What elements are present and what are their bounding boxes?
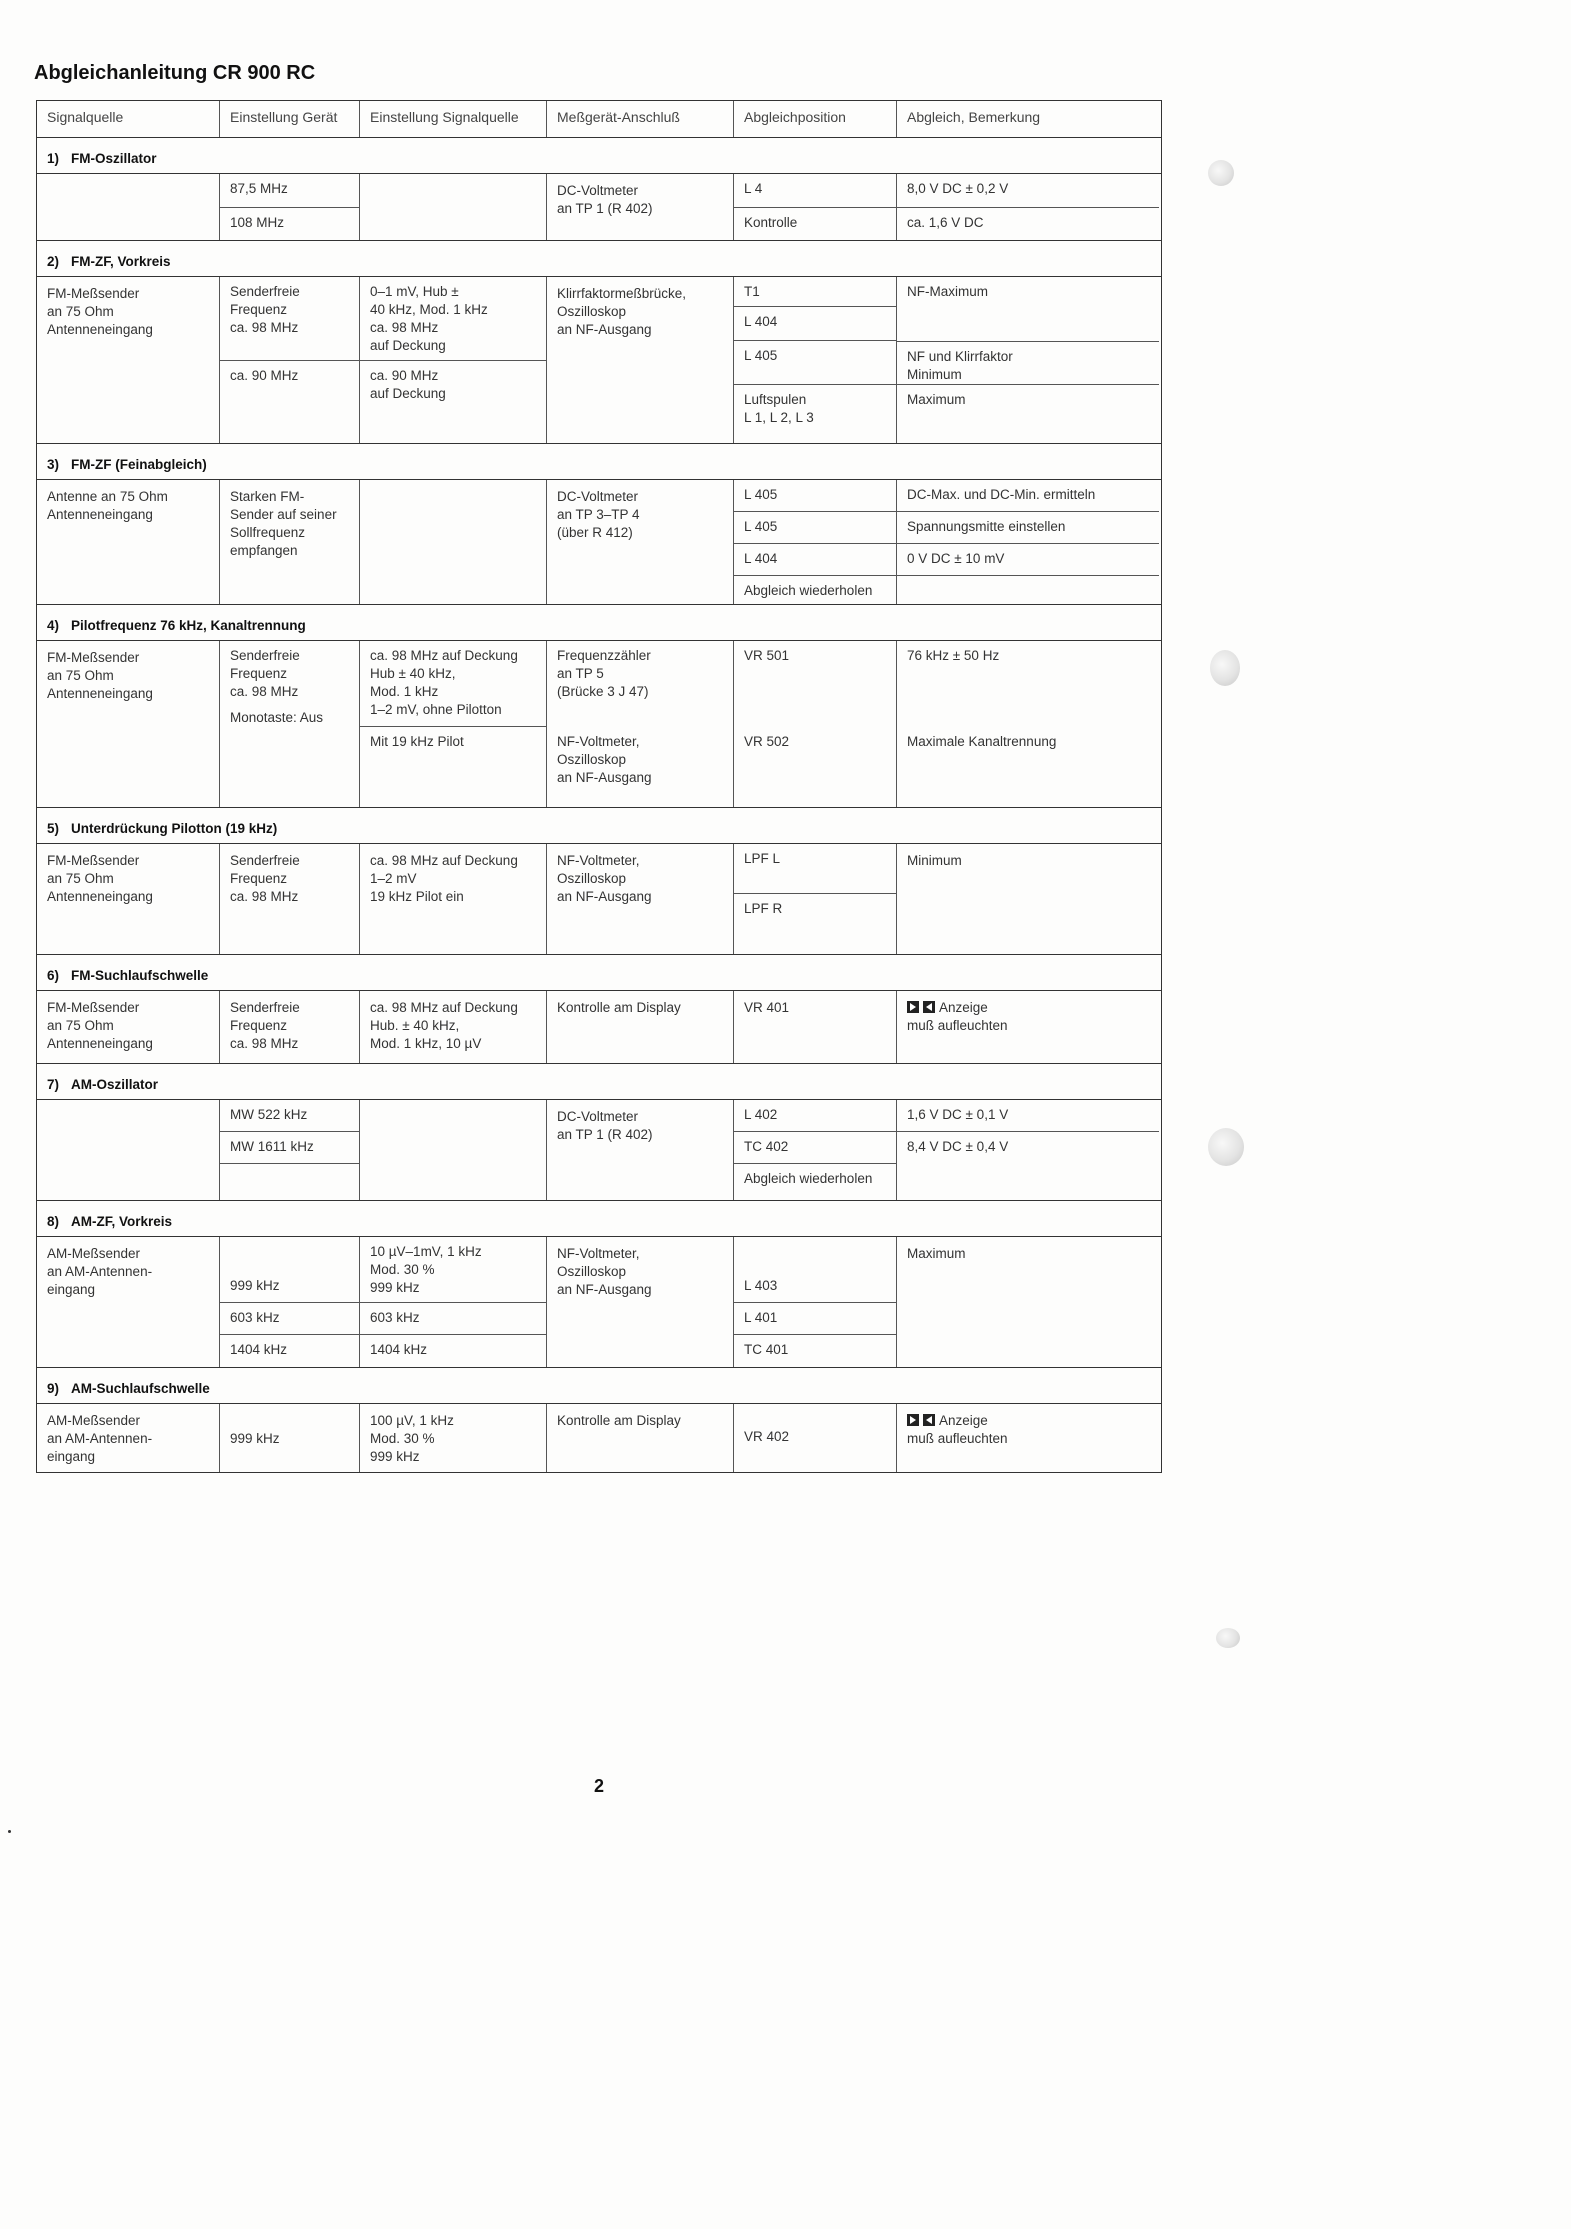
s4-mess-2: NF-Voltmeter, Oszilloskop an NF-Ausgang xyxy=(557,734,652,785)
s4-mess-1: Frequenzzähler an TP 5 (Brücke 3 J 47) xyxy=(557,648,651,699)
s5-bem: Minimum xyxy=(907,853,962,868)
s1-mess: DC-Voltmeter an TP 1 (R 402) xyxy=(547,174,734,240)
section-body-3 xyxy=(37,480,1161,605)
section-body-4 xyxy=(37,641,1161,808)
s3-mess: DC-Voltmeter an TP 3–TP 4 (über R 412) xyxy=(547,480,734,604)
s6-geraet: Senderfreie Frequenz ca. 98 MHz xyxy=(220,991,360,1063)
s4-signal-1: ca. 98 MHz auf Deckung Hub ± 40 kHz, Mod. 1 kHz 1–2 mV, ohne Pilotton xyxy=(360,641,546,727)
s8-pos-3: TC 401 xyxy=(744,1342,789,1357)
s4-geraet-2: Monotaste: Aus xyxy=(230,710,324,725)
section-title-4: 4) Pilotfrequenz 76 kHz, Kanaltrennung xyxy=(37,605,1161,641)
page-number: 2 xyxy=(594,1776,605,1796)
s2-geraet-1: Senderfreie Frequenz ca. 98 MHz xyxy=(220,277,359,361)
s6-bem: Anzeige muß aufleuchten xyxy=(907,1000,1008,1033)
s9-quelle: AM-Meßsender an AM-Antennen- eingang xyxy=(37,1404,220,1472)
s5-pos-1: LPF L xyxy=(734,844,896,894)
section-title-2: 2) FM-ZF, Vorkreis xyxy=(37,241,1161,277)
s1-bem-2: ca. 1,6 V DC xyxy=(907,215,984,230)
s4-quelle: FM-Meßsender an 75 Ohm Antenneneingang xyxy=(37,641,220,807)
punch-hole-mark xyxy=(1216,1628,1240,1648)
s1-geraet-2: 108 MHz xyxy=(230,215,285,230)
header-bemerkung: Abgleich, Bemerkung xyxy=(907,109,1041,125)
play-backward-icon xyxy=(923,1001,935,1013)
s9-pos: VR 402 xyxy=(734,1404,897,1472)
section-body-2 xyxy=(37,277,1161,444)
s9-bem: Anzeige muß aufleuchten xyxy=(907,1413,1008,1446)
alignment-table xyxy=(36,100,1162,1473)
s8-geraet-2: 603 kHz xyxy=(220,1303,359,1335)
s1-bem-1: 8,0 V DC ± 0,2 V xyxy=(897,174,1159,208)
s2-pos-4: Luftspulen L 1, L 2, L 3 xyxy=(744,392,814,425)
section-title-9: 9) AM-Suchlaufschwelle xyxy=(37,1368,1161,1404)
s1-geraet-1: 87,5 MHz xyxy=(220,174,359,208)
s8-mess: NF-Voltmeter, Oszilloskop an NF-Ausgang xyxy=(547,1237,734,1367)
s2-signal-2: ca. 90 MHz auf Deckung xyxy=(370,368,446,401)
header-signalquelle: Signalquelle xyxy=(37,101,220,137)
s7-pos-2: TC 402 xyxy=(734,1132,896,1164)
s4-geraet-1: Senderfreie Frequenz ca. 98 MHz xyxy=(230,648,300,699)
s9-geraet: 999 kHz xyxy=(220,1404,360,1472)
section-title-5: 5) Unterdrückung Pilotton (19 kHz) xyxy=(37,808,1161,844)
s8-pos-2: L 401 xyxy=(734,1303,896,1335)
s5-mess: NF-Voltmeter, Oszilloskop an NF-Ausgang xyxy=(547,844,734,954)
s2-bem-2: NF und Klirrfaktor Minimum xyxy=(897,341,1159,385)
s7-bem-1: 1,6 V DC ± 0,1 V xyxy=(897,1100,1159,1132)
s2-signal-1: 0–1 mV, Hub ± 40 kHz, Mod. 1 kHz ca. 98 MHz auf Deckung xyxy=(360,277,546,361)
section-body-8 xyxy=(37,1237,1161,1368)
s3-bem-2: Spannungsmitte einstellen xyxy=(897,512,1159,544)
page-title: Abgleichanleitung CR 900 RC xyxy=(34,62,316,84)
s8-signal-3: 1404 kHz xyxy=(370,1342,428,1357)
s4-signal-2: Mit 19 kHz Pilot xyxy=(370,734,464,749)
s3-pos-3: L 404 xyxy=(734,544,896,576)
s5-quelle: FM-Meßsender an 75 Ohm Antenneneingang xyxy=(37,844,220,954)
s3-geraet: Starken FM- Sender auf seiner Sollfrequenz empfangen xyxy=(220,480,360,604)
s8-geraet-3: 1404 kHz xyxy=(230,1342,288,1357)
s8-geraet-1: 999 kHz xyxy=(220,1237,359,1303)
s9-signal: 100 µV, 1 kHz Mod. 30 % 999 kHz xyxy=(360,1404,547,1472)
s3-bem-3: 0 V DC ± 10 mV xyxy=(897,544,1159,576)
header-einstellung-geraet: Einstellung Gerät xyxy=(220,101,360,137)
s8-bem: Maximum xyxy=(907,1246,966,1261)
s2-bem-1: NF-Maximum xyxy=(907,284,988,299)
s3-quelle: Antenne an 75 Ohm Antenneneingang xyxy=(37,480,220,604)
s4-pos-1: VR 501 xyxy=(744,648,790,663)
s8-signal-1: 10 µV–1mV, 1 kHz Mod. 30 % 999 kHz xyxy=(360,1237,546,1303)
s6-mess: Kontrolle am Display xyxy=(547,991,734,1063)
s2-quelle: FM-Meßsender an 75 Ohm Antenneneingang xyxy=(37,277,220,443)
s2-geraet-2: ca. 90 MHz xyxy=(230,368,299,383)
section-body-6 xyxy=(37,991,1161,1064)
punch-hole-mark xyxy=(1210,650,1240,686)
punch-hole-mark xyxy=(1208,1128,1244,1166)
s8-signal-2: 603 kHz xyxy=(360,1303,546,1335)
s8-pos-1: L 403 xyxy=(734,1237,896,1303)
s5-pos-2: LPF R xyxy=(744,901,783,916)
play-forward-icon xyxy=(907,1001,919,1013)
s2-pos-1: T1 xyxy=(734,277,896,307)
s6-signal: ca. 98 MHz auf Deckung Hub. ± 40 kHz, Mod. 1 kHz, 10 µV xyxy=(360,991,547,1063)
speck xyxy=(8,1830,11,1833)
play-backward-icon xyxy=(923,1414,935,1426)
s2-bem-3: Maximum xyxy=(907,392,966,407)
s3-pos-2: L 405 xyxy=(734,512,896,544)
s4-bem-1: 76 kHz ± 50 Hz xyxy=(907,648,1000,663)
s3-pos-1: L 405 xyxy=(734,480,896,512)
section-title-1: 1) FM-Oszillator xyxy=(37,138,1161,174)
s9-mess: Kontrolle am Display xyxy=(547,1404,734,1472)
section-title-8: 8) AM-ZF, Vorkreis xyxy=(37,1201,1161,1237)
play-forward-icon xyxy=(907,1414,919,1426)
s2-mess: Klirrfaktormeßbrücke, Oszilloskop an NF-Ausgang xyxy=(547,277,734,443)
s7-quelle xyxy=(37,1100,220,1200)
s5-signal: ca. 98 MHz auf Deckung 1–2 mV 19 kHz Pilot ein xyxy=(360,844,547,954)
s1-quelle xyxy=(37,174,220,240)
s4-bem-2: Maximale Kanaltrennung xyxy=(907,734,1057,749)
s7-pos-1: L 402 xyxy=(734,1100,896,1132)
section-title-3: 3) FM-ZF (Feinabgleich) xyxy=(37,444,1161,480)
s1-pos-1: L 4 xyxy=(734,174,896,208)
punch-hole-mark xyxy=(1208,160,1234,186)
section-body-5 xyxy=(37,844,1161,955)
s4-pos-2: VR 502 xyxy=(744,734,790,749)
table-header xyxy=(37,101,1161,138)
s3-pos-4: Abgleich wiederholen xyxy=(744,583,873,598)
header-messgeraet: Meßgerät-Anschluß xyxy=(547,101,734,137)
section-title-6: 6) FM-Suchlaufschwelle xyxy=(37,955,1161,991)
s3-bem-1: DC-Max. und DC-Min. ermitteln xyxy=(897,480,1159,512)
s7-mess: DC-Voltmeter an TP 1 (R 402) xyxy=(547,1100,734,1200)
s8-quelle: AM-Meßsender an AM-Antennen- eingang xyxy=(37,1237,220,1367)
s7-geraet-1: MW 522 kHz xyxy=(220,1100,359,1132)
section-title-7: 7) AM-Oszillator xyxy=(37,1064,1161,1100)
header-einstellung-signalquelle: Einstellung Signalquelle xyxy=(360,101,547,137)
s2-pos-3: L 405 xyxy=(734,341,896,385)
section-body-9 xyxy=(37,1404,1161,1473)
section-body-1 xyxy=(37,174,1161,241)
s7-geraet-2: MW 1611 kHz xyxy=(220,1132,359,1164)
section-body-7 xyxy=(37,1100,1161,1201)
header-abgleichposition: Abgleichposition xyxy=(734,101,897,137)
s2-pos-2: L 404 xyxy=(734,307,896,341)
s5-geraet: Senderfreie Frequenz ca. 98 MHz xyxy=(220,844,360,954)
s6-quelle: FM-Meßsender an 75 Ohm Antenneneingang xyxy=(37,991,220,1063)
s6-pos: VR 401 xyxy=(734,991,897,1063)
s7-bem-2: 8,4 V DC ± 0,4 V xyxy=(907,1139,1009,1154)
s1-pos-2: Kontrolle xyxy=(744,215,798,230)
s7-pos-3: Abgleich wiederholen xyxy=(744,1171,873,1186)
